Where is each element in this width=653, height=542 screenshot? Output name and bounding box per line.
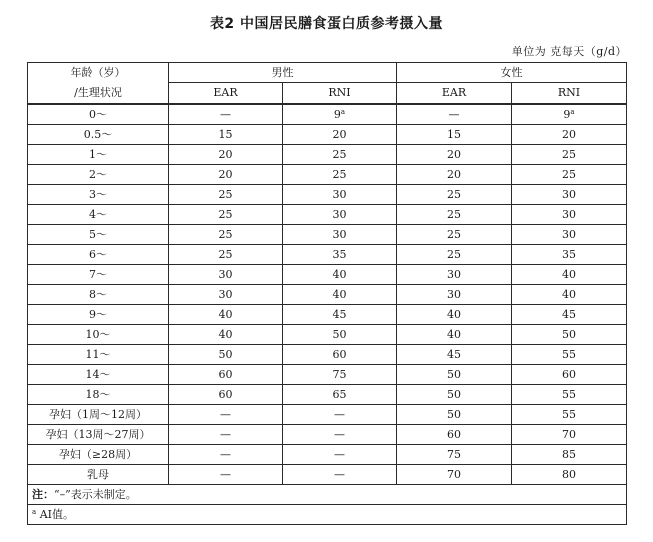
female-ear-header: EAR [397, 83, 512, 104]
male-rni-cell [283, 125, 397, 145]
male-rni-cell-value: 30 [332, 227, 347, 241]
female-rni-cell [512, 305, 627, 325]
age-cell [28, 425, 169, 445]
female-rni-cell [512, 145, 627, 165]
male-ear-cell [169, 145, 283, 165]
female-ear-cell-value: 70 [447, 467, 461, 481]
male-ear-cell-value: — [220, 447, 231, 461]
male-rni-cell [283, 405, 397, 425]
male-rni-cell-value: 65 [332, 387, 347, 401]
female-rni-cell-value: 25 [562, 167, 576, 181]
age-cell [28, 225, 169, 245]
note-row-2 [28, 505, 627, 525]
male-rni-header: RNI [283, 83, 397, 104]
female-ear-cell-value: 30 [447, 267, 461, 281]
female-rni-cell-value: 25 [562, 147, 576, 161]
male-ear-cell-value: 25 [218, 227, 233, 241]
age-cell [28, 265, 169, 285]
female-rni-cell-value: 40 [562, 267, 576, 281]
female-ear-cell [397, 365, 512, 385]
female-ear-cell-value: 20 [447, 167, 461, 181]
female-ear-cell [397, 425, 512, 445]
female-rni-cell-value: 35 [562, 247, 576, 261]
age-cell-value: 孕妇（≥28周） [58, 447, 138, 461]
female-ear-cell [397, 385, 512, 405]
female-ear-cell [397, 265, 512, 285]
female-rni-cell-value: 55 [562, 387, 576, 401]
age-cell-value: 2～ [89, 167, 107, 181]
female-rni-cell [512, 165, 627, 185]
table-row [28, 145, 627, 165]
male-rni-cell-value: 40 [332, 287, 347, 301]
female-rni-cell [512, 205, 627, 225]
male-ear-cell-value: 40 [218, 307, 233, 321]
female-rni-cell-value: 40 [562, 287, 576, 301]
age-header-line1: 年龄（岁） [70, 66, 126, 79]
age-cell [28, 165, 169, 185]
male-rni-cell [283, 145, 397, 165]
note-prefix: 注： [32, 487, 54, 501]
table-row [28, 385, 627, 405]
male-rni-cell [283, 385, 397, 405]
table-row [28, 285, 627, 305]
female-ear-cell-value: 40 [447, 307, 461, 321]
female-rni-header: RNI [512, 83, 627, 104]
female-rni-cell-value: 30 [562, 187, 576, 201]
female-ear-cell [397, 165, 512, 185]
age-cell-value: 乳母 [87, 467, 109, 481]
male-rni-cell [283, 365, 397, 385]
female-rni-cell-value: 55 [562, 347, 576, 361]
female-ear-cell [397, 125, 512, 145]
female-rni-cell-value: 9 [563, 107, 571, 121]
age-cell [28, 205, 169, 225]
female-ear-cell-value: 25 [447, 247, 461, 261]
female-ear-cell [397, 305, 512, 325]
male-ear-cell-value: 40 [218, 327, 233, 341]
female-rni-cell [512, 245, 627, 265]
note-cell-2 [28, 505, 627, 525]
age-cell [28, 445, 169, 465]
age-cell [28, 285, 169, 305]
male-ear-cell [169, 185, 283, 205]
age-cell [28, 104, 169, 125]
female-rni-cell-value: 50 [562, 327, 576, 341]
male-rni-cell-value: — [334, 447, 345, 461]
age-cell-value: 3～ [89, 187, 107, 201]
age-cell [28, 385, 169, 405]
female-ear-cell [397, 245, 512, 265]
male-ear-cell-value: 50 [218, 347, 233, 361]
note-text-1: “–”表示未制定。 [54, 487, 137, 501]
male-ear-cell-value: — [220, 467, 231, 481]
female-ear-cell-value: 50 [447, 407, 461, 421]
age-cell [28, 245, 169, 265]
age-cell-value: 1～ [89, 147, 107, 161]
table-body [28, 63, 627, 525]
female-ear-cell [397, 345, 512, 365]
age-cell [28, 305, 169, 325]
male-rni-cell [283, 205, 397, 225]
female-rni-cell [512, 385, 627, 405]
table-row [28, 465, 627, 485]
male-ear-cell [169, 265, 283, 285]
female-rni-cell-value: 85 [562, 447, 576, 461]
male-ear-cell-value: 25 [218, 247, 233, 261]
age-cell-value: 0.5～ [83, 127, 113, 141]
female-ear-cell [397, 225, 512, 245]
female-ear-cell-value: 40 [447, 327, 461, 341]
female-ear-cell-value: 15 [447, 127, 461, 141]
age-header-line2: /生理状况 [74, 86, 122, 99]
age-cell-value: 5～ [89, 227, 107, 241]
male-rni-cell-value: 30 [332, 207, 347, 221]
male-ear-cell-value: 25 [218, 187, 233, 201]
protein-intake-table [27, 62, 627, 525]
female-ear-cell-value: 50 [447, 387, 461, 401]
male-rni-cell-value: 40 [332, 267, 347, 281]
male-rni-cell [283, 325, 397, 345]
table-row [28, 445, 627, 465]
female-rni-cell-value: 30 [562, 227, 576, 241]
male-ear-cell-value: 15 [218, 127, 233, 141]
male-rni-cell [283, 285, 397, 305]
male-ear-cell [169, 385, 283, 405]
age-cell-value: 9～ [89, 307, 107, 321]
female-ear-cell-value: 20 [447, 147, 461, 161]
male-rni-cell [283, 445, 397, 465]
male-rni-cell [283, 245, 397, 265]
table-title: 表2 中国居民膳食蛋白质参考摄入量 [209, 16, 444, 32]
male-rni-cell-value: 45 [332, 307, 347, 321]
male-ear-cell [169, 465, 283, 485]
female-ear-cell-value: 25 [447, 227, 461, 241]
male-ear-cell-value: 60 [218, 387, 233, 401]
male-ear-cell [169, 125, 283, 145]
female-rni-cell [512, 104, 627, 125]
male-ear-cell [169, 425, 283, 445]
age-cell-value: 11～ [85, 347, 111, 361]
male-group-header: 男性 [169, 63, 397, 83]
female-rni-cell-value: 55 [562, 407, 576, 421]
male-ear-cell-value: 25 [218, 207, 233, 221]
age-cell [28, 145, 169, 165]
table-row [28, 245, 627, 265]
female-ear-cell-value: 45 [447, 347, 461, 361]
table-row [28, 425, 627, 445]
female-rni-cell [512, 185, 627, 205]
male-ear-header: EAR [169, 83, 283, 104]
male-rni-cell [283, 305, 397, 325]
female-rni-cell [512, 345, 627, 365]
female-rni-cell [512, 465, 627, 485]
female-ear-cell [397, 185, 512, 205]
male-rni-cell [283, 185, 397, 205]
male-rni-cell [283, 425, 397, 445]
male-rni-cell-value: 25 [332, 147, 347, 161]
unit-label: 单位为 克每天（g/d） [511, 45, 627, 58]
male-rni-cell-value: 20 [332, 127, 347, 141]
female-rni-cell-value: 60 [562, 367, 576, 381]
table-row [28, 345, 627, 365]
male-ear-cell-value: 30 [218, 287, 233, 301]
age-cell-value: 10～ [85, 327, 111, 341]
table-row [28, 325, 627, 345]
age-cell [28, 345, 169, 365]
male-rni-cell-value: 35 [332, 247, 347, 261]
age-column-header [28, 63, 169, 105]
table-row [28, 265, 627, 285]
male-ear-cell-value: — [220, 107, 231, 121]
female-group-header: 女性 [397, 63, 627, 83]
age-cell-value: 18～ [85, 387, 111, 401]
male-ear-cell-value: — [220, 407, 231, 421]
age-cell-value: 14～ [85, 367, 111, 381]
female-rni-cell [512, 365, 627, 385]
male-ear-cell-value: 60 [218, 367, 233, 381]
female-rni-cell-value: 70 [562, 427, 576, 441]
age-cell-value: 8～ [89, 287, 107, 301]
header-row-groups [28, 63, 627, 83]
female-rni-cell-value: 45 [562, 307, 576, 321]
male-ear-cell [169, 325, 283, 345]
female-ear-cell [397, 285, 512, 305]
footnote-marker: a [570, 107, 575, 116]
table-row [28, 165, 627, 185]
table-row [28, 305, 627, 325]
age-cell [28, 465, 169, 485]
age-cell-value: 孕妇（13周～27周） [45, 427, 151, 441]
male-ear-cell [169, 205, 283, 225]
female-ear-cell [397, 465, 512, 485]
female-rni-cell [512, 325, 627, 345]
female-ear-cell-value: 75 [447, 447, 461, 461]
male-ear-cell [169, 225, 283, 245]
male-rni-cell-value: 30 [332, 187, 347, 201]
age-cell [28, 325, 169, 345]
male-rni-cell-value: 75 [332, 367, 347, 381]
female-ear-cell [397, 205, 512, 225]
age-cell-value: 7～ [89, 267, 107, 281]
male-rni-cell-value: — [334, 467, 345, 481]
female-ear-cell [397, 104, 512, 125]
female-ear-cell-value: 50 [447, 367, 461, 381]
female-ear-cell [397, 325, 512, 345]
female-rni-cell [512, 225, 627, 245]
female-rni-cell [512, 285, 627, 305]
footnote-marker: a [340, 107, 346, 116]
age-cell [28, 365, 169, 385]
age-cell [28, 405, 169, 425]
male-rni-cell-value: 60 [332, 347, 347, 361]
male-ear-cell [169, 405, 283, 425]
female-ear-cell-value: 25 [447, 187, 461, 201]
note-cell-1 [28, 485, 627, 505]
male-ear-cell [169, 104, 283, 125]
age-cell [28, 185, 169, 205]
female-rni-cell [512, 405, 627, 425]
male-rni-cell-value: 50 [332, 327, 347, 341]
table-row [28, 205, 627, 225]
female-ear-cell [397, 445, 512, 465]
table-row [28, 405, 627, 425]
female-ear-cell-value: 30 [447, 287, 461, 301]
male-rni-cell [283, 165, 397, 185]
male-rni-cell [283, 265, 397, 285]
male-rni-cell [283, 225, 397, 245]
female-ear-cell-value: 25 [447, 207, 461, 221]
female-rni-cell [512, 445, 627, 465]
male-rni-cell [283, 104, 397, 125]
female-rni-cell [512, 265, 627, 285]
age-cell-value: 孕妇（1周～12周） [49, 407, 147, 421]
female-rni-cell [512, 125, 627, 145]
male-rni-cell-value: 25 [332, 167, 347, 181]
female-ear-cell-value: — [448, 107, 460, 121]
male-ear-cell-value: 30 [218, 267, 233, 281]
male-ear-cell-value: — [220, 427, 231, 441]
female-rni-cell-value: 80 [562, 467, 576, 481]
male-ear-cell-value: 20 [218, 167, 233, 181]
note-row-1 [28, 485, 627, 505]
female-rni-cell-value: 20 [562, 127, 576, 141]
table-row [28, 365, 627, 385]
note-text-2: AI值。 [39, 507, 74, 521]
age-cell-value: 6～ [89, 247, 107, 261]
table-row [28, 104, 627, 125]
male-ear-cell [169, 365, 283, 385]
male-ear-cell [169, 245, 283, 265]
table-row [28, 125, 627, 145]
age-cell-value: 4～ [89, 207, 107, 221]
male-rni-cell-value: — [334, 427, 345, 441]
male-rni-cell [283, 465, 397, 485]
male-rni-cell-value: — [334, 407, 345, 421]
female-ear-cell-value: 60 [447, 427, 461, 441]
male-ear-cell [169, 165, 283, 185]
female-ear-cell [397, 405, 512, 425]
female-rni-cell [512, 425, 627, 445]
table-row [28, 225, 627, 245]
female-rni-cell-value: 30 [562, 207, 576, 221]
female-ear-cell [397, 145, 512, 165]
age-cell-value: 0～ [89, 107, 107, 121]
male-ear-cell [169, 285, 283, 305]
footnote-marker: a [32, 507, 37, 516]
male-ear-cell [169, 305, 283, 325]
male-ear-cell [169, 345, 283, 365]
age-cell [28, 125, 169, 145]
male-rni-cell [283, 345, 397, 365]
male-ear-cell-value: 20 [218, 147, 233, 161]
male-rni-cell-value: 9 [333, 107, 341, 121]
male-ear-cell [169, 445, 283, 465]
table-row [28, 185, 627, 205]
